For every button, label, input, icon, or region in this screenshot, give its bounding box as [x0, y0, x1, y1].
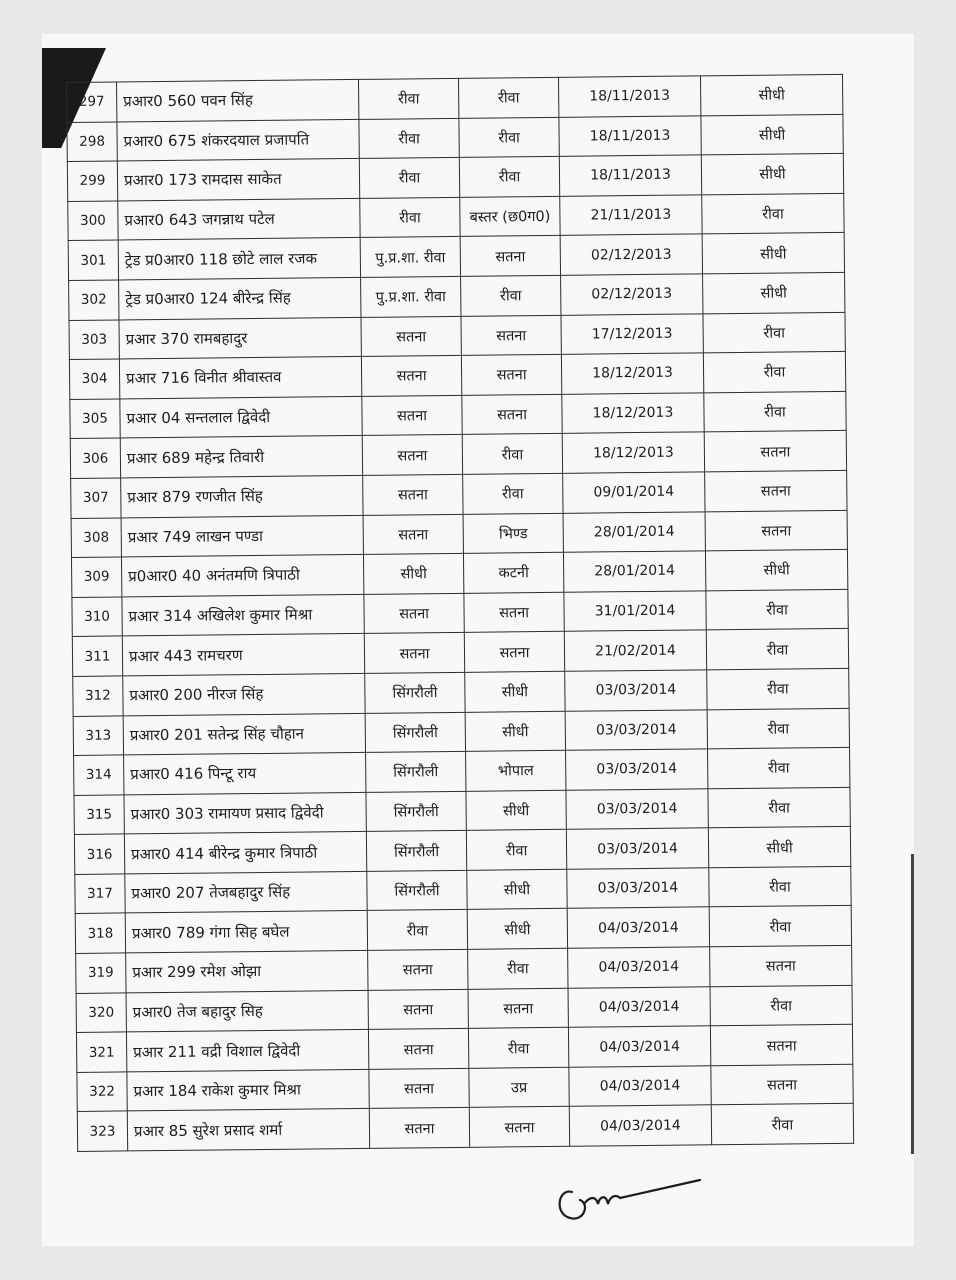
district-cell: सतना — [362, 395, 462, 436]
posted-district-cell: सतना — [710, 945, 852, 986]
name-cell: प्रआर0 414 बीरेन्द्र कुमार त्रिपाठी — [124, 832, 366, 874]
name-cell: प्रआर 443 रामचरण — [122, 634, 364, 676]
name-cell: प्रआर 04 सन्तलाल द्विवेदी — [120, 396, 362, 438]
serial-number-cell: 308 — [71, 517, 121, 557]
serial-number-cell: 320 — [76, 993, 126, 1033]
district-cell: सतना — [362, 435, 462, 476]
district-cell: पु.प्र.शा. रीवा — [361, 276, 461, 317]
serial-number-cell: 299 — [67, 161, 117, 201]
serial-number-cell: 310 — [72, 597, 122, 637]
posted-district-cell: सतना — [710, 1025, 852, 1066]
date-cell: 04/03/2014 — [568, 947, 710, 988]
district-cell: रीवा — [367, 910, 467, 951]
name-cell: प्र0आर0 40 अनंतमणि त्रिपाठी — [121, 555, 363, 597]
name-cell: प्रआर 85 सुरेश प्रसाद शर्मा — [127, 1109, 369, 1151]
district-cell: रीवा — [359, 118, 459, 159]
district-cell: सतना — [368, 949, 468, 990]
posted-district-cell: रीवा — [708, 747, 850, 788]
posted-district-cell: सीधी — [708, 827, 850, 868]
scanned-page — [42, 34, 914, 1246]
from-district-cell: रीवा — [459, 157, 559, 198]
district-cell: रीवा — [360, 197, 460, 238]
date-cell: 21/02/2014 — [564, 630, 706, 671]
serial-number-cell: 322 — [77, 1072, 127, 1112]
posted-district-cell: सीधी — [701, 154, 843, 195]
name-cell: प्रआर0 तेज बहादुर सिह — [126, 990, 368, 1032]
posted-district-cell: सीधी — [700, 74, 842, 115]
serial-number-cell: 305 — [70, 399, 120, 439]
from-district-cell: रीवा — [462, 434, 562, 475]
name-cell: प्रआर0 416 पिन्टू राय — [124, 752, 366, 794]
district-cell: पु.प्र.शा. रीवा — [360, 237, 460, 278]
from-district-cell: रीवा — [463, 473, 563, 514]
posted-district-cell: सीधी — [702, 233, 844, 274]
date-cell: 03/03/2014 — [566, 789, 708, 830]
serial-number-cell: 312 — [73, 676, 123, 716]
date-cell: 04/03/2014 — [567, 907, 709, 948]
posted-district-cell: सतना — [705, 470, 847, 511]
date-cell: 04/03/2014 — [569, 1105, 711, 1146]
date-cell: 09/01/2014 — [563, 472, 705, 513]
date-cell: 28/01/2014 — [563, 551, 705, 592]
name-cell: प्रआर0 173 रामदास साकेत — [117, 159, 359, 201]
serial-number-cell: 297 — [67, 82, 117, 122]
posted-district-cell: सीधी — [705, 549, 847, 590]
from-district-cell: रीवा — [459, 117, 559, 158]
name-cell: प्रआर 211 वद्री विशाल द्विवेदी — [126, 1030, 368, 1072]
serial-number-cell: 303 — [69, 320, 119, 360]
posted-district-cell: रीवा — [704, 391, 846, 432]
date-cell: 04/03/2014 — [569, 1066, 711, 1107]
transfer-table — [66, 74, 854, 1152]
page-edge-line — [911, 854, 914, 1154]
from-district-cell: सीधी — [467, 909, 567, 950]
district-cell: सतना — [369, 1108, 469, 1149]
date-cell: 04/03/2014 — [568, 986, 710, 1027]
serial-number-cell: 315 — [74, 795, 124, 835]
from-district-cell: रीवा — [466, 830, 566, 871]
name-cell: प्रआर0 200 नीरज सिंह — [123, 673, 365, 715]
name-cell: प्रआर0 201 सतेन्द्र सिंह चौहान — [123, 713, 365, 755]
name-cell: प्रआर0 643 जगन्नाथ पटेल — [118, 198, 360, 240]
name-cell: प्रआर0 207 तेजबहादुर सिंह — [125, 871, 367, 913]
date-cell: 18/12/2013 — [562, 393, 704, 434]
date-cell: 03/03/2014 — [566, 828, 708, 869]
date-cell: 03/03/2014 — [565, 709, 707, 750]
posted-district-cell: रीवा — [703, 312, 845, 353]
district-cell: सिंगरौली — [365, 672, 465, 713]
serial-number-cell: 302 — [69, 280, 119, 320]
serial-number-cell: 319 — [76, 953, 126, 993]
date-cell: 21/11/2013 — [560, 195, 702, 236]
serial-number-cell: 321 — [76, 1032, 126, 1072]
from-district-cell: सतना — [468, 988, 568, 1029]
from-district-cell: सतना — [460, 236, 560, 277]
date-cell: 03/03/2014 — [565, 670, 707, 711]
date-cell: 18/11/2013 — [559, 155, 701, 196]
serial-number-cell: 318 — [75, 913, 125, 953]
district-cell: सतना — [364, 633, 464, 674]
posted-district-cell: रीवा — [708, 787, 850, 828]
name-cell: प्रआर0 303 रामायण प्रसाद द्विवेदी — [124, 792, 366, 834]
date-cell: 04/03/2014 — [568, 1026, 710, 1067]
date-cell: 03/03/2014 — [566, 749, 708, 790]
posted-district-cell: सीधी — [703, 272, 845, 313]
district-cell: सीधी — [363, 553, 463, 594]
district-cell: रीवा — [358, 78, 458, 119]
name-cell: प्रआर0 789 गंगा सिह बघेल — [125, 911, 367, 953]
from-district-cell: रीवा — [468, 1028, 568, 1069]
from-district-cell: बस्तर (छ0ग0) — [460, 196, 560, 237]
district-cell: सिंगरौली — [366, 831, 466, 872]
name-cell: प्रआर 370 रामबहादुर — [119, 317, 361, 359]
posted-district-cell: रीवा — [706, 589, 848, 630]
serial-number-cell: 309 — [71, 557, 121, 597]
from-district-cell: सीधी — [465, 711, 565, 752]
serial-number-cell: 298 — [67, 122, 117, 162]
from-district-cell: कटनी — [463, 552, 563, 593]
district-cell: सतना — [368, 1029, 468, 1070]
name-cell: प्रआर 689 महेन्द्र तिवारी — [120, 436, 362, 478]
serial-number-cell: 323 — [77, 1111, 127, 1151]
posted-district-cell: सीधी — [701, 114, 843, 155]
serial-number-cell: 301 — [68, 240, 118, 280]
from-district-cell: सतना — [461, 354, 561, 395]
district-cell: सिंगरौली — [366, 751, 466, 792]
name-cell: प्रआर 314 अखिलेश कुमार मिश्रा — [122, 594, 364, 636]
from-district-cell: सीधी — [466, 790, 566, 831]
serial-number-cell: 304 — [69, 359, 119, 399]
name-cell: प्रआर0 560 पवन सिंह — [117, 79, 359, 121]
table-body — [67, 74, 854, 1151]
from-district-cell: सीधी — [467, 869, 567, 910]
name-cell: प्रआर 749 लाखन पण्डा — [121, 515, 363, 557]
district-cell: सतना — [363, 474, 463, 515]
date-cell: 03/03/2014 — [567, 868, 709, 909]
from-district-cell: रीवा — [458, 77, 558, 118]
posted-district-cell: सतना — [711, 1064, 853, 1105]
date-cell: 31/01/2014 — [564, 591, 706, 632]
serial-number-cell: 300 — [68, 201, 118, 241]
posted-district-cell: सतना — [705, 510, 847, 551]
serial-number-cell: 316 — [74, 834, 124, 874]
from-district-cell: भोपाल — [466, 750, 566, 791]
from-district-cell: सतना — [462, 394, 562, 435]
district-cell: सतना — [368, 989, 468, 1030]
signature — [550, 1174, 720, 1234]
date-cell: 18/12/2013 — [561, 353, 703, 394]
district-cell: सिंगरौली — [365, 712, 465, 753]
from-district-cell: उप्र — [469, 1067, 569, 1108]
from-district-cell: सतना — [464, 632, 564, 673]
posted-district-cell: रीवा — [706, 629, 848, 670]
from-district-cell: रीवा — [468, 948, 568, 989]
date-cell: 18/12/2013 — [562, 432, 704, 473]
name-cell: प्रआर0 675 शंकरदयाल प्रजापति — [117, 119, 359, 161]
date-cell: 18/11/2013 — [558, 76, 700, 117]
posted-district-cell: सतना — [704, 431, 846, 472]
table-row — [77, 1104, 853, 1152]
serial-number-cell: 314 — [74, 755, 124, 795]
name-cell: प्रआर 184 राकेश कुमार मिश्रा — [127, 1069, 369, 1111]
posted-district-cell: रीवा — [711, 1104, 853, 1145]
name-cell: प्रआर 716 विनीत श्रीवास्तव — [119, 357, 361, 399]
district-cell: सतना — [361, 316, 461, 357]
district-cell: सिंगरौली — [367, 870, 467, 911]
posted-district-cell: रीवा — [702, 193, 844, 234]
record-sheet — [66, 74, 853, 1152]
from-district-cell: भिण्ड — [463, 513, 563, 554]
date-cell: 02/12/2013 — [561, 274, 703, 315]
district-cell: सतना — [363, 514, 463, 555]
name-cell: ट्रेड प्र0आर0 118 छोटे लाल रजक — [118, 238, 360, 280]
posted-district-cell: रीवा — [709, 866, 851, 907]
name-cell: प्रआर 299 रमेश ओझा — [126, 950, 368, 992]
district-cell: रीवा — [359, 158, 459, 199]
date-cell: 02/12/2013 — [560, 234, 702, 275]
posted-district-cell: रीवा — [709, 906, 851, 947]
from-district-cell: रीवा — [461, 275, 561, 316]
date-cell: 28/01/2014 — [563, 511, 705, 552]
serial-number-cell: 307 — [71, 478, 121, 518]
date-cell: 17/12/2013 — [561, 313, 703, 354]
serial-number-cell: 311 — [72, 636, 122, 676]
posted-district-cell: रीवा — [703, 352, 845, 393]
serial-number-cell: 317 — [75, 874, 125, 914]
name-cell: ट्रेड प्र0आर0 124 बीरेन्द्र सिंह — [119, 277, 361, 319]
district-cell: सतना — [361, 356, 461, 397]
posted-district-cell: रीवा — [707, 668, 849, 709]
date-cell: 18/11/2013 — [559, 115, 701, 156]
from-district-cell: सतना — [464, 592, 564, 633]
serial-number-cell: 306 — [70, 438, 120, 478]
name-cell: प्रआर 879 रणजीत सिंह — [121, 475, 363, 517]
from-district-cell: सतना — [469, 1107, 569, 1148]
serial-number-cell: 313 — [73, 715, 123, 755]
district-cell: सतना — [369, 1068, 469, 1109]
posted-district-cell: रीवा — [707, 708, 849, 749]
posted-district-cell: रीवा — [710, 985, 852, 1026]
from-district-cell: सीधी — [465, 671, 565, 712]
from-district-cell: सतना — [461, 315, 561, 356]
district-cell: सिंगरौली — [366, 791, 466, 832]
district-cell: सतना — [364, 593, 464, 634]
